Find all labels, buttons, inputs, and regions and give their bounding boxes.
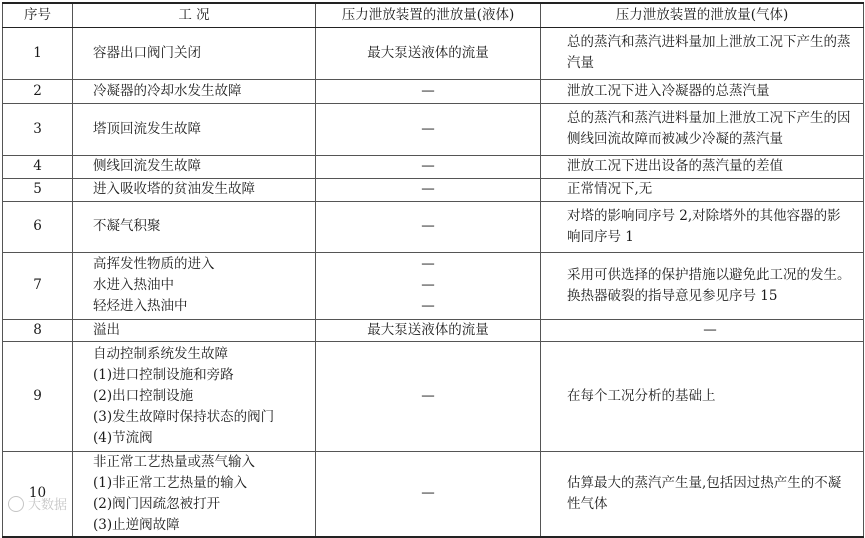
row-condition bbox=[73, 178, 316, 201]
row-gas-relief: 在每个工况分析的基础上 bbox=[541, 341, 864, 451]
row-index: 5 bbox=[3, 178, 73, 201]
row-condition bbox=[73, 252, 316, 319]
row-gas-relief: 泄放工况下进出设备的蒸汽量的差值 bbox=[541, 155, 864, 178]
watermark bbox=[8, 494, 67, 513]
condition-line: (2)阀门因疏忽被打开 bbox=[93, 495, 221, 512]
row-liquid-relief bbox=[316, 201, 541, 252]
liquid-relief-line: — bbox=[421, 218, 435, 234]
row-index: 8 bbox=[3, 319, 73, 341]
table-row bbox=[3, 103, 864, 155]
liquid-relief-line: — bbox=[421, 387, 435, 404]
condition-line: 容器出口阀门关闭 bbox=[93, 44, 201, 61]
condition-line: 溢出 bbox=[93, 321, 120, 338]
condition-line: (3)发生故障时保持状态的阀门 bbox=[93, 408, 275, 425]
table-row bbox=[3, 178, 864, 201]
condition-line: (3)止逆阀故障 bbox=[93, 516, 180, 533]
condition-line: 自动控制系统发生故障 bbox=[93, 345, 228, 362]
row-condition bbox=[73, 451, 316, 537]
row-gas-relief: 总的蒸汽和蒸汽进料量加上泄放工况下产生的因侧线回流故障而被减少冷凝的蒸汽量 bbox=[541, 103, 864, 155]
row-index: 7 bbox=[3, 252, 73, 319]
table-row bbox=[3, 201, 864, 252]
row-gas-relief: 采用可供选择的保护措施以避免此工况的发生。换热器破裂的指导意见参见序号 15 bbox=[541, 252, 864, 319]
relief-load-table bbox=[2, 2, 864, 538]
row-index: 10 bbox=[3, 451, 73, 537]
header-liquid-relief: 压力泄放装置的泄放量(液体) bbox=[316, 3, 541, 27]
header-condition: 工 况 bbox=[73, 3, 316, 27]
row-liquid-relief bbox=[316, 319, 541, 341]
liquid-relief-line: — bbox=[421, 158, 435, 174]
row-index: 1 bbox=[3, 27, 73, 79]
row-condition bbox=[73, 201, 316, 252]
liquid-relief-line: — bbox=[421, 298, 435, 314]
row-condition bbox=[73, 155, 316, 178]
row-condition bbox=[73, 79, 316, 103]
row-index: 4 bbox=[3, 155, 73, 178]
row-gas-relief: 对塔的影响同序号 2,对除塔外的其他容器的影响同序号 1 bbox=[541, 201, 864, 252]
condition-line: 进入吸收塔的贫油发生故障 bbox=[93, 181, 255, 197]
row-gas-relief: 正常情况下,无 bbox=[541, 178, 864, 201]
row-condition bbox=[73, 319, 316, 341]
liquid-relief-line: — bbox=[421, 120, 435, 137]
row-liquid-relief bbox=[316, 341, 541, 451]
row-gas-relief: 估算最大的蒸汽产生量,包括因过热产生的不凝性气体 bbox=[541, 451, 864, 537]
row-index: 2 bbox=[3, 79, 73, 103]
row-liquid-relief bbox=[316, 178, 541, 201]
table-row bbox=[3, 341, 864, 451]
header-row bbox=[3, 3, 864, 27]
row-liquid-relief bbox=[316, 79, 541, 103]
condition-line: 非正常工艺热量或蒸气输入 bbox=[93, 453, 255, 470]
row-liquid-relief bbox=[316, 103, 541, 155]
condition-line: (2)出口控制设施 bbox=[93, 387, 194, 404]
condition-line: 塔顶回流发生故障 bbox=[93, 120, 201, 137]
liquid-relief-line: — bbox=[421, 82, 435, 99]
header-gas-relief: 压力泄放装置的泄放量(气体) bbox=[541, 3, 864, 27]
row-index: 6 bbox=[3, 201, 73, 252]
liquid-relief-line: — bbox=[421, 277, 435, 293]
condition-line: (4)节流阀 bbox=[93, 429, 153, 446]
liquid-relief-line: — bbox=[421, 181, 435, 197]
liquid-relief-line: 最大泵送液体的流量 bbox=[367, 321, 489, 338]
row-liquid-relief bbox=[316, 451, 541, 537]
table-body bbox=[3, 27, 864, 537]
condition-line: (1)非正常工艺热量的输入 bbox=[93, 474, 248, 491]
condition-line: 水进入热油中 bbox=[93, 277, 174, 293]
condition-line: 冷凝器的冷却水发生故障 bbox=[93, 82, 242, 99]
liquid-relief-line: — bbox=[421, 256, 435, 272]
row-condition bbox=[73, 27, 316, 79]
row-gas-relief: — bbox=[541, 319, 864, 341]
condition-line: 轻烃进入热油中 bbox=[93, 298, 188, 314]
table-row bbox=[3, 27, 864, 79]
table-row bbox=[3, 252, 864, 319]
row-index: 9 bbox=[3, 341, 73, 451]
row-condition bbox=[73, 341, 316, 451]
liquid-relief-line: — bbox=[421, 485, 435, 501]
header-index: 序号 bbox=[3, 3, 73, 27]
row-index: 3 bbox=[3, 103, 73, 155]
row-condition bbox=[73, 103, 316, 155]
table-row bbox=[3, 155, 864, 178]
row-gas-relief: 总的蒸汽和蒸汽进料量加上泄放工况下产生的蒸汽量 bbox=[541, 27, 864, 79]
table-row bbox=[3, 451, 864, 537]
condition-line: 侧线回流发生故障 bbox=[93, 158, 201, 174]
row-liquid-relief bbox=[316, 27, 541, 79]
row-liquid-relief bbox=[316, 252, 541, 319]
row-liquid-relief bbox=[316, 155, 541, 178]
condition-line: (1)进口控制设施和旁路 bbox=[93, 366, 234, 383]
condition-line: 不凝气积聚 bbox=[93, 218, 161, 234]
table-row bbox=[3, 79, 864, 103]
row-gas-relief: 泄放工况下进入冷凝器的总蒸汽量 bbox=[541, 79, 864, 103]
table-row bbox=[3, 319, 864, 341]
condition-line: 高挥发性物质的进入 bbox=[93, 256, 215, 272]
watermark-text: 大数据 bbox=[28, 498, 68, 513]
watermark-logo-icon bbox=[8, 496, 24, 512]
liquid-relief-line: 最大泵送液体的流量 bbox=[367, 44, 489, 61]
